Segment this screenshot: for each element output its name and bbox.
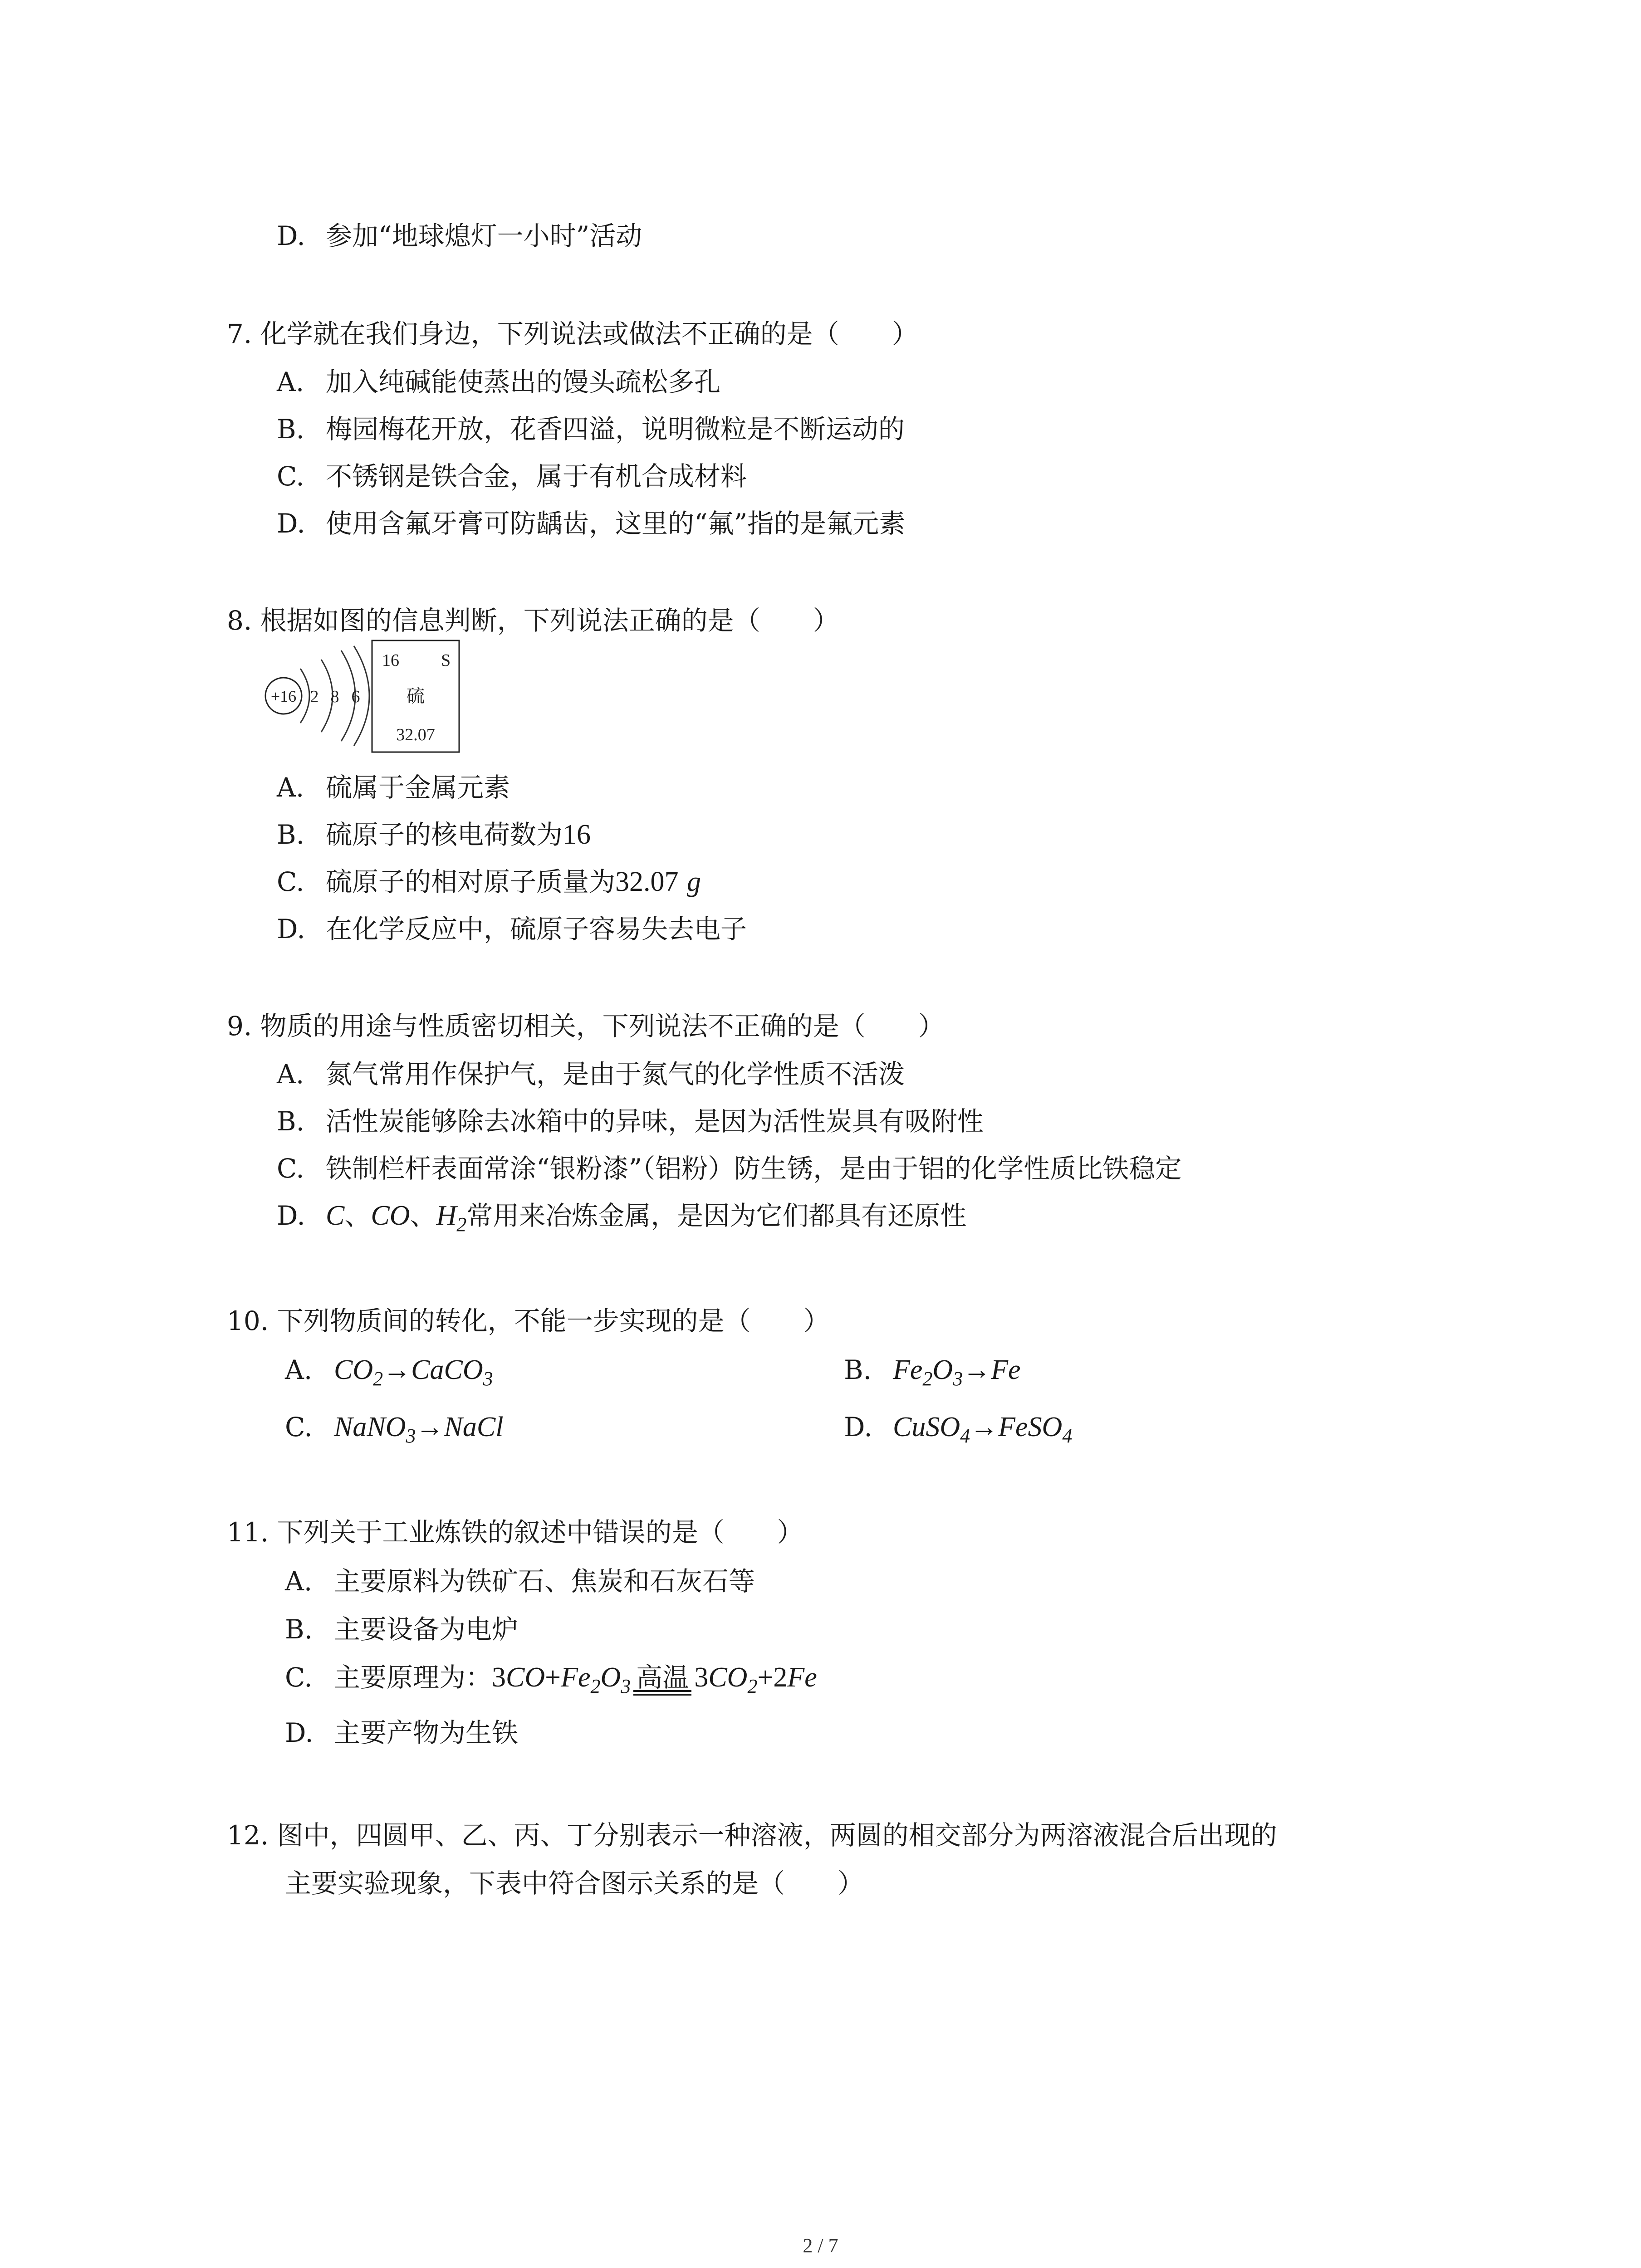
option-text: 活性炭能够除去冰箱中的异味，是因为活性炭具有吸附性 (326, 1106, 984, 1137)
nucleus-charge: +16 (270, 687, 297, 705)
q9-option-d (277, 1199, 966, 1241)
formula: FeSO (998, 1412, 1063, 1442)
option-text: 硫原子的相对原子质量为 (326, 866, 616, 897)
q8-stem: 8. 根据如图的信息判断，下列说法正确的是（ ） (227, 605, 839, 636)
q7-option-d (277, 507, 905, 540)
arrow: → (416, 1412, 444, 1442)
q11-option-d (285, 1716, 518, 1749)
subscript: 2 (747, 1675, 758, 1697)
formula: CO (506, 1662, 545, 1693)
q11-option-b (285, 1613, 518, 1646)
formula: CaCO (411, 1354, 483, 1385)
option-label: C. (277, 1153, 304, 1184)
product (411, 1354, 493, 1390)
option-label: B. (277, 1106, 305, 1137)
coefficient: 3 (492, 1662, 506, 1693)
option-text: 梅园梅花开放，花香四溢，说明微粒是不断运动的 (326, 414, 905, 445)
subscript: 2 (590, 1675, 601, 1697)
plus-sign: + (757, 1662, 774, 1693)
shell-count-3: 6 (351, 687, 360, 706)
q8-option-a (277, 771, 510, 804)
option-label: C. (285, 1412, 313, 1442)
atomic-number: 16 (382, 651, 399, 670)
reactant (893, 1412, 970, 1447)
q10-option-c (285, 1411, 503, 1452)
option-text: 氮气常用作保护气，是由于氮气的化学性质不活泼 (326, 1059, 905, 1090)
q7-option-c (277, 460, 747, 493)
option-label: C. (277, 461, 304, 492)
q10-option-d (844, 1411, 1072, 1452)
q9-option-c (277, 1152, 1181, 1185)
reaction-condition: 高温 (633, 1661, 691, 1694)
formula-co2 (708, 1662, 758, 1697)
product: Fe (991, 1354, 1021, 1385)
subscript: 3 (953, 1368, 963, 1390)
option-label: A. (277, 1059, 304, 1090)
q8-option-c (277, 865, 701, 898)
option-text: 硫属于金属元素 (326, 772, 510, 803)
arrow: → (383, 1354, 411, 1385)
formula: O (600, 1662, 621, 1693)
option-text: 不锈钢是铁合金，属于有机合成材料 (326, 461, 747, 492)
formula: Fe (561, 1662, 591, 1693)
element-name: 硫 (407, 686, 425, 707)
subscript: 3 (621, 1675, 631, 1697)
q11-option-c (285, 1661, 817, 1703)
option-label: C. (285, 1662, 313, 1693)
formula: Fe (787, 1662, 817, 1693)
option-label: D. (277, 1200, 305, 1231)
q10-stem: 10. 下列物质间的转化，不能一步实现的是（ ） (227, 1305, 830, 1336)
option-label: A. (285, 1566, 313, 1597)
formula: Fe (893, 1354, 923, 1385)
coefficient: 3 (694, 1662, 709, 1693)
separator: 、 (344, 1200, 371, 1231)
q9-option-a (277, 1058, 905, 1090)
formula: CuSO (893, 1412, 960, 1442)
formula-co: CO (371, 1200, 410, 1231)
q12-stem-line2: 主要实验现象，下表中符合图示关系的是（ ） (285, 1868, 864, 1899)
separator: 、 (410, 1200, 436, 1231)
formula-h: H (436, 1200, 457, 1231)
option-label: D. (277, 220, 305, 251)
option-text: 常用来冶炼金属，是因为它们都具有还原性 (466, 1200, 967, 1231)
charge-value: 16 (563, 819, 591, 850)
plus-sign: + (545, 1662, 561, 1693)
option-label: C. (277, 866, 304, 897)
reactant (334, 1412, 416, 1447)
page-number: 2 / 7 (803, 2234, 838, 2257)
formula-c: C (326, 1200, 345, 1231)
q12-stem-line1: 12. 图中，四圆甲、乙、丙、丁分别表示一种溶液，两圆的相交部分为两溶液混合后出现的 (227, 1820, 1277, 1851)
product (998, 1412, 1073, 1447)
q11-stem: 11. 下列关于工业炼铁的叙述中错误的是（ ） (227, 1517, 803, 1548)
option-label: B. (285, 1614, 313, 1645)
subscript: 2 (922, 1368, 933, 1390)
arrow: → (970, 1412, 999, 1442)
q7-option-a (277, 366, 720, 398)
q8-option-b (277, 818, 591, 851)
option-label: D. (277, 914, 305, 944)
q6-option-d (277, 220, 642, 252)
atomic-mass: 32.07 (396, 725, 435, 744)
option-label: A. (285, 1354, 313, 1385)
shell-count-2: 8 (330, 687, 339, 706)
subscript: 4 (1062, 1425, 1073, 1447)
subscript: 4 (960, 1425, 970, 1447)
option-text: 铁制栏杆表面常涂“银粉漆”（铝粉）防生锈，是由于铝的化学性质比铁稳定 (326, 1153, 1182, 1184)
formula-fe2o3 (561, 1662, 631, 1697)
option-label: D. (844, 1412, 872, 1442)
option-label: B. (277, 414, 305, 445)
arrow: → (963, 1354, 991, 1385)
mass-unit: g (686, 866, 701, 897)
option-text: 硫原子的核电荷数为 (326, 819, 563, 850)
subscript: 2 (373, 1368, 383, 1390)
formula: NaNO (334, 1412, 406, 1442)
option-text: 主要设备为电炉 (334, 1614, 519, 1645)
option-label: D. (285, 1717, 314, 1748)
option-text: 主要原理为： (334, 1662, 492, 1693)
subscript: 3 (483, 1368, 493, 1390)
formula: CO (708, 1662, 748, 1693)
product: NaCl (444, 1412, 504, 1442)
option-label: B. (277, 819, 305, 850)
q9-option-b (277, 1105, 984, 1138)
option-text: 主要产物为生铁 (334, 1717, 519, 1748)
option-text: 主要原料为铁矿石、焦炭和石灰石等 (334, 1566, 755, 1597)
q8-option-d (277, 913, 747, 945)
option-text: 加入纯碱能使蒸出的馒头疏松多孔 (326, 367, 721, 397)
reactant (334, 1354, 383, 1390)
subscript: 2 (456, 1213, 467, 1236)
element-symbol: S (441, 651, 451, 670)
formula-h2 (436, 1200, 467, 1236)
formula: O (932, 1354, 953, 1385)
mass-value: 32.07 (615, 866, 679, 897)
option-label: A. (277, 367, 304, 397)
option-label: B. (844, 1354, 872, 1385)
coefficient: 2 (773, 1662, 788, 1693)
subscript: 3 (406, 1425, 416, 1447)
q7-stem: 7. 化学就在我们身边，下列说法或做法不正确的是（ ） (227, 318, 918, 349)
q7-option-b (277, 413, 905, 445)
q11-option-a (285, 1565, 755, 1598)
q10-option-b (844, 1354, 1021, 1395)
q9-stem: 9. 物质的用途与性质密切相关，下列说法不正确的是（ ） (227, 1011, 945, 1041)
sulfur-atom-figure (263, 640, 472, 771)
option-label: A. (277, 772, 304, 803)
option-text: 在化学反应中，硫原子容易失去电子 (326, 914, 747, 944)
option-label: D. (277, 508, 305, 539)
option-text: 参加“地球熄灯一小时”活动 (326, 220, 642, 251)
reactant (893, 1354, 963, 1390)
shell-count-1: 2 (310, 687, 319, 706)
option-text: 使用含氟牙膏可防龋齿，这里的“氟”指的是氟元素 (326, 508, 906, 539)
q10-option-a (285, 1354, 493, 1395)
formula: CO (334, 1354, 373, 1385)
